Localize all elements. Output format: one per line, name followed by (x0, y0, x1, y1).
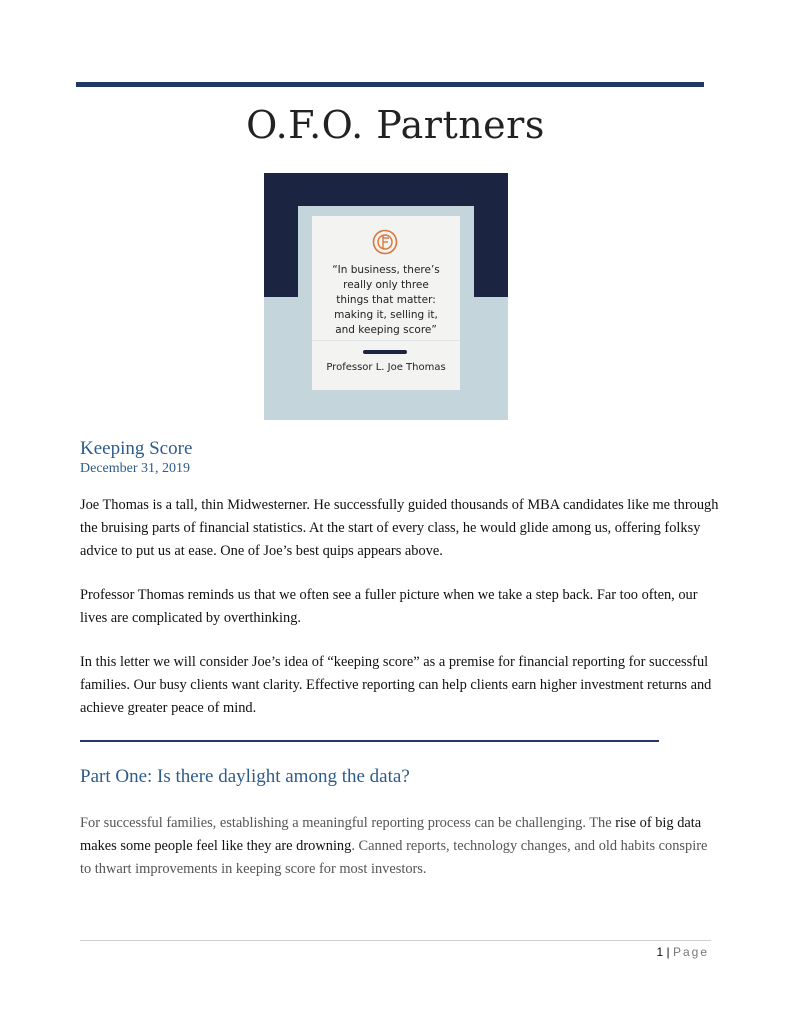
page-number: 1 (656, 945, 664, 959)
paragraph-text: For successful families, establishing a meaningful reporting process can be challenging. The (80, 815, 616, 831)
header-rule (76, 82, 704, 87)
page-label: Page (672, 945, 709, 959)
graphic-navy-band (264, 173, 508, 206)
section-title: Keeping Score (80, 438, 193, 459)
card-divider (312, 340, 460, 341)
paragraph-letter-purpose: In this letter we will consider Joe’s idea of “keeping score” as a premise for financial reporting for successful families. Our busy clients want clarity. Effective reporting can help clients earn higher investment returns and achieve greater peace of mind. (80, 654, 712, 716)
paragraph-text: . Canned reports, technology changes, and old habits conspire to thwart improvements in keeping score for most investors. (80, 838, 708, 877)
ofp-circle-logo-icon (372, 229, 398, 255)
part-one-title: Part One: Is there daylight among the data? (80, 766, 410, 787)
footer-separator: | (666, 945, 670, 959)
quote-text (316, 263, 456, 338)
page-title: O.F.O. Partners (246, 103, 545, 147)
paragraph-intro: Joe Thomas is a tall, thin Midwesterner. He successfully guided thousands of MBA candidates like me through the bruising parts of financial statistics. At the start of every class, he would glide among us, offering folksy advice to put us at ease. One of Joe’s best quips appears above. (80, 497, 719, 559)
paragraph-part-one (80, 812, 720, 881)
quote-attribution: Professor L. Joe Thomas (326, 362, 446, 373)
quote-line: and keeping score” (335, 324, 437, 336)
graphic-navy-left (264, 173, 298, 297)
quote-line: making it, selling it, (334, 309, 438, 321)
section-divider (80, 740, 659, 742)
section-date: December 31, 2019 (80, 461, 191, 476)
quote-line: really only three (343, 279, 429, 291)
quote-accent-bar (363, 350, 407, 354)
paragraph-text-highlight: rise of big data makes some people feel like they are drowning (80, 815, 702, 854)
paragraph-step-back: Professor Thomas reminds us that we often see a fuller picture when we take a step back. Far too often, our lives are complicated by overthinking. (80, 587, 698, 626)
quote-line: things that matter: (336, 294, 436, 306)
quote-line: “In business, there’s (332, 264, 440, 276)
page-footer (656, 945, 709, 959)
footer-rule (80, 940, 711, 941)
quote-card (312, 216, 460, 390)
quote-graphic (264, 173, 508, 420)
graphic-navy-right (474, 173, 508, 297)
